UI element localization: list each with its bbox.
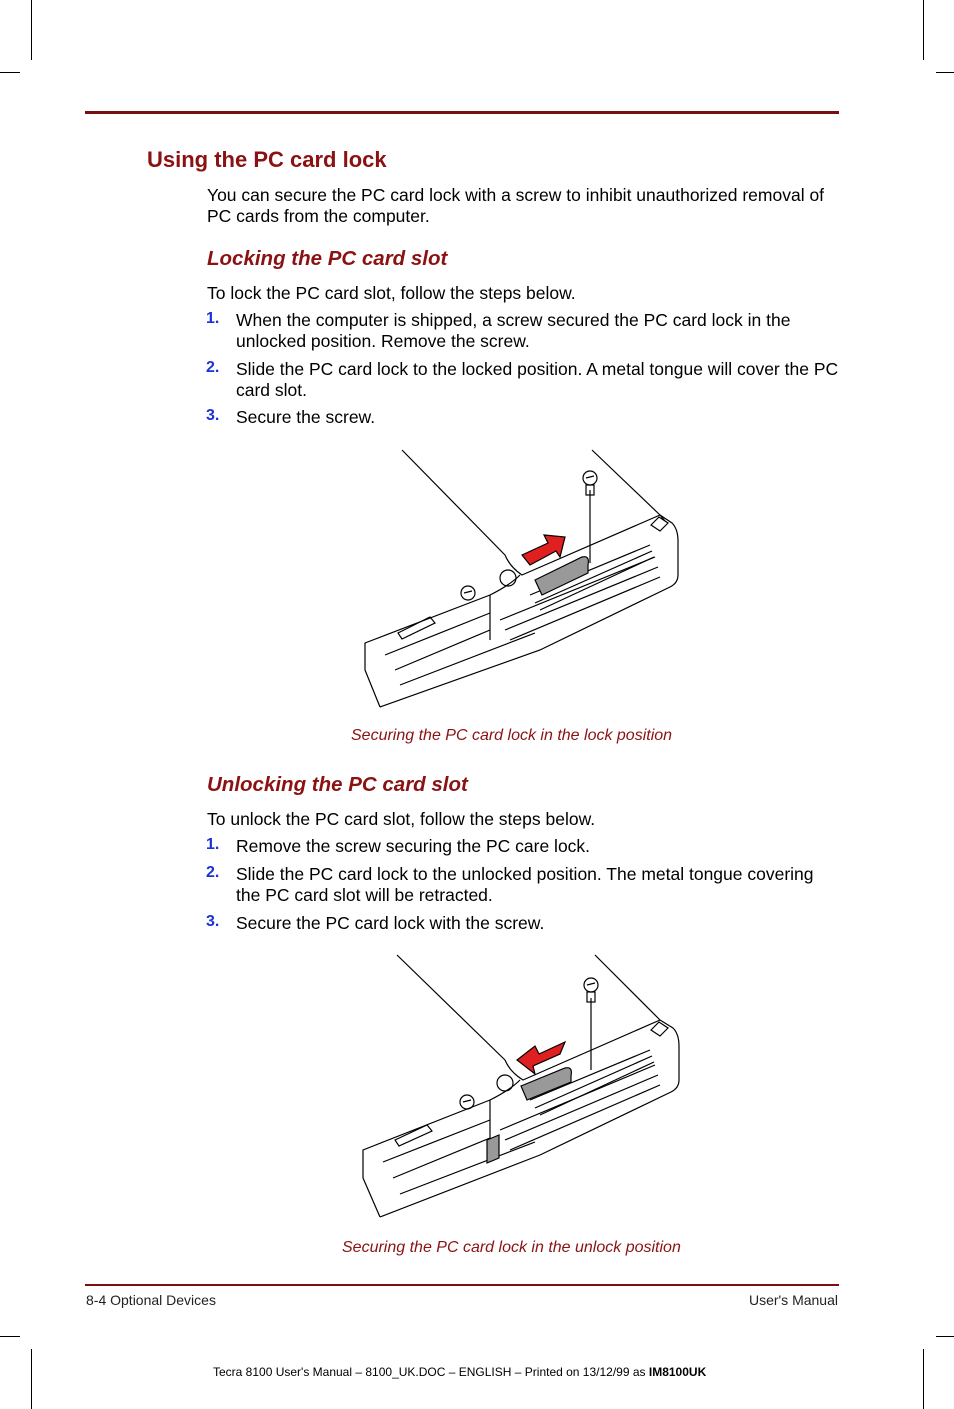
footer-right: User's Manual (748, 1292, 838, 1308)
locking-heading: Locking the PC card slot (207, 247, 448, 270)
crop-mark (923, 0, 924, 60)
step-text: Remove the screw securing the PC care lock. (236, 836, 591, 856)
intro-paragraph: You can secure the PC card lock with a screw to inhibit unauthorized removal of PC cards from the computer. (207, 185, 825, 226)
step-number: 2. (206, 359, 220, 376)
crop-mark (31, 0, 32, 60)
header-rule (85, 111, 839, 114)
step-number: 1. (206, 836, 220, 853)
step-number: 3. (206, 913, 220, 930)
crop-mark (31, 1349, 32, 1409)
step-number: 3. (206, 407, 220, 424)
crop-mark (936, 1336, 954, 1337)
step-text: Slide the PC card lock to the locked position. A metal tongue will cover the PC card slot. (236, 359, 839, 400)
imprint-code: IM8100UK (648, 1365, 707, 1379)
print-imprint (213, 1365, 706, 1379)
unlock-position-illustration (355, 950, 690, 1225)
step-text: Secure the screw. (236, 407, 376, 427)
crop-mark (0, 72, 20, 73)
step-number: 1. (206, 310, 220, 327)
footer-left: 8-4 Optional Devices (86, 1292, 216, 1308)
step-number: 2. (206, 864, 220, 881)
crop-mark (936, 72, 954, 73)
lock-position-illustration (360, 445, 690, 715)
section-title: Using the PC card lock (147, 147, 387, 172)
unlocking-heading: Unlocking the PC card slot (207, 773, 468, 796)
step-text: Slide the PC card lock to the unlocked position. The metal tongue covering the PC card slot will be retracted. (236, 864, 814, 905)
step-text: Secure the PC card lock with the screw. (236, 913, 545, 933)
locking-lead: To lock the PC card slot, follow the steps below. (207, 283, 576, 303)
lock-figure-caption: Securing the PC card lock in the lock position (351, 727, 673, 744)
crop-mark (0, 1336, 20, 1337)
footer-rule (85, 1284, 839, 1286)
crop-mark (923, 1349, 924, 1409)
unlock-figure-caption: Securing the PC card lock in the unlock position (342, 1239, 681, 1256)
unlocking-lead: To unlock the PC card slot, follow the steps below. (207, 809, 596, 829)
imprint-text: Tecra 8100 User's Manual – 8100_UK.DOC – ENGLISH – Printed on 13/12/99 as (213, 1365, 649, 1379)
step-text: When the computer is shipped, a screw secured the PC card lock in the unlocked position. Remove the screw. (236, 310, 791, 351)
